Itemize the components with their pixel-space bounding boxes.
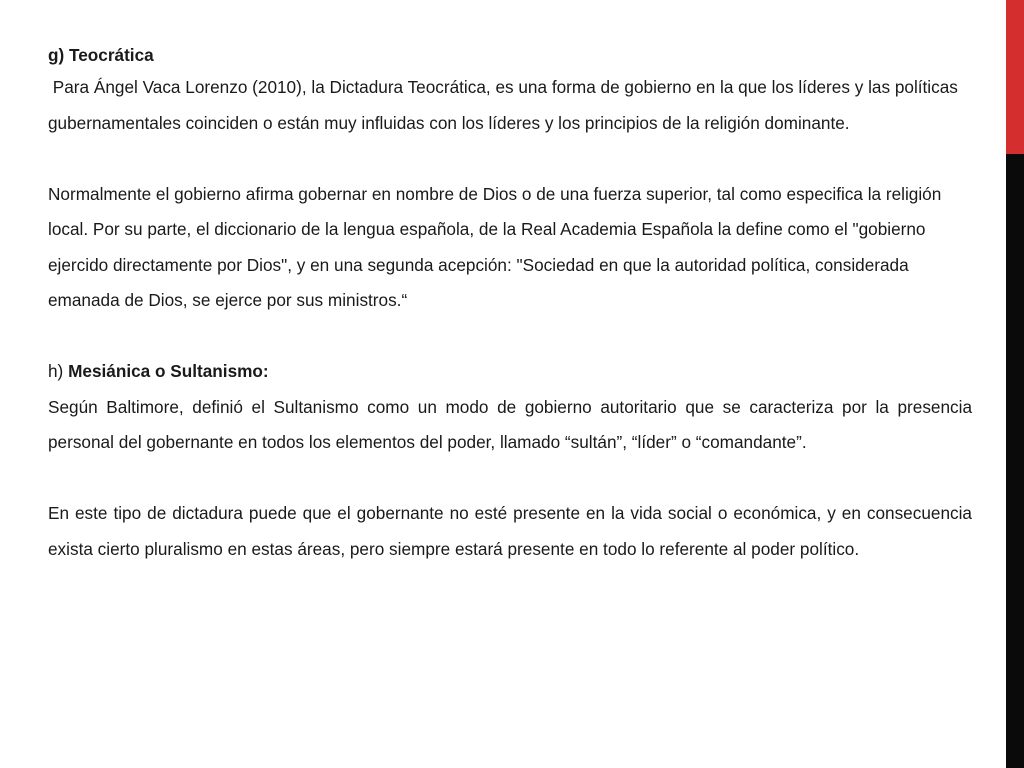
- spacer: [48, 319, 972, 355]
- accent-bar-black: [1006, 154, 1024, 768]
- spacer: [48, 141, 972, 177]
- spacer: [48, 461, 972, 497]
- section-h-heading-title: Mesiánica o Sultanismo:: [68, 361, 269, 381]
- section-g-paragraph-1: Para Ángel Vaca Lorenzo (2010), la Dictadura Teocrática, es una forma de gobierno en la que los líderes y las políticas gubernamentales coinciden o están muy influidas con los líderes y los principios de la religión dominante.: [48, 77, 958, 133]
- section-h-heading-prefix: h): [48, 361, 69, 381]
- section-g-heading: g) Teocrática: [48, 45, 154, 65]
- section-g-paragraph-2: Normalmente el gobierno afirma gobernar en nombre de Dios o de una fuerza superior, tal como especifica la religión local. Por su parte, el diccionario de la lengua española, de la Real Academia Española la define como el "gobierno ejercido directamente por Dios", y en una segunda acepción: "Sociedad en que la autoridad política, considerada emanada de Dios, se ejerce por sus ministros.“: [48, 183, 942, 310]
- section-h-heading: [48, 354, 972, 390]
- slide-content: [48, 40, 972, 567]
- section-h-paragraph-1: Según Baltimore, definió el Sultanismo como un modo de gobierno autoritario que se caracteriza por la presencia personal del gobernante en todos los elementos del poder, llamado “sultán”, “líder” o “comandante”.: [48, 396, 972, 452]
- slide-side-accent-bar: [1006, 0, 1024, 768]
- accent-bar-red: [1006, 0, 1024, 154]
- section-h-paragraph-2: En este tipo de dictadura puede que el gobernante no esté presente en la vida social o económica, y en consecuencia exista cierto pluralismo en estas áreas, pero siempre estará presente en todo lo referente al poder político.: [48, 503, 972, 559]
